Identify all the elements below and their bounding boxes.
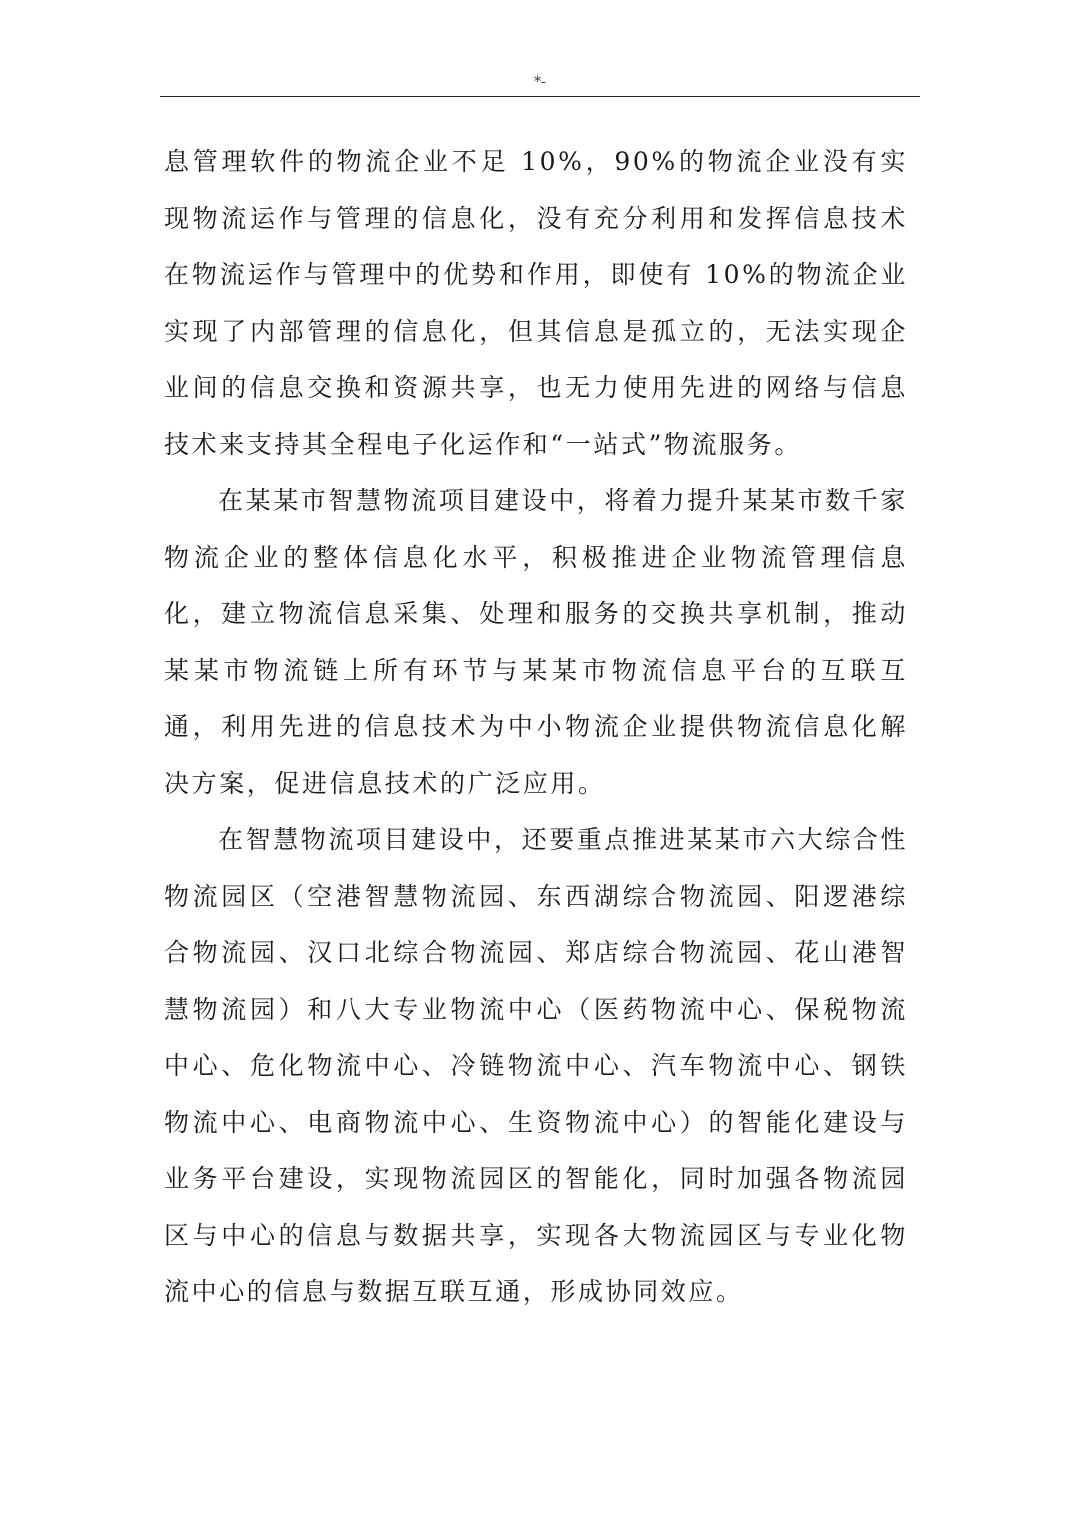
document-body (164, 134, 908, 1321)
paragraph: 在某某市智慧物流项目建设中，将着力提升某某市数千家物流企业的整体信息化水平，积极推进企业物流管理信息化，建立物流信息采集、处理和服务的交换共享机制，推动某某市物流链上所有环节与某某市物流信息平台的互联互通，利用先进的信息技术为中小物流企业提供物流信息化解决方案，促进信息技术的广泛应用。 (164, 486, 909, 798)
paragraph: 在智慧物流项目建设中，还要重点推进某某市六大综合性物流园区（空港智慧物流园、东西湖综合物流园、阳逻港综合物流园、汉口北综合物流园、郑店综合物流园、花山港智慧物流园）和八大专业物流中心（医药物流中心、保税物流中心、危化物流中心、冷链物流中心、汽车物流中心、钢铁物流中心、电商物流中心、生资物流中心）的智能化建设与业务平台建设，实现物流园区的智能化，同时加强各物流园区与中心的信息与数据共享，实现各大物流园区与专业化物流中心的信息与数据互联互通，形成协同效应。 (164, 825, 909, 1306)
paragraph-continued: 息管理软件的物流企业不足 10%，90%的物流企业没有实现物流运作与管理的信息化，没有充分利用和发挥信息技术在物流运作与管理中的优势和作用，即使有 10%的物流企业实现了内部管理的信息化，但其信息是孤立的，无法实现企业间的信息交换和资源共享，也无力使用先进的网络与信息技术来支持其全程电子化运作和“一站式”物流服务。 (164, 147, 908, 459)
header-rule (160, 96, 920, 97)
header-mark: *- (534, 74, 546, 90)
